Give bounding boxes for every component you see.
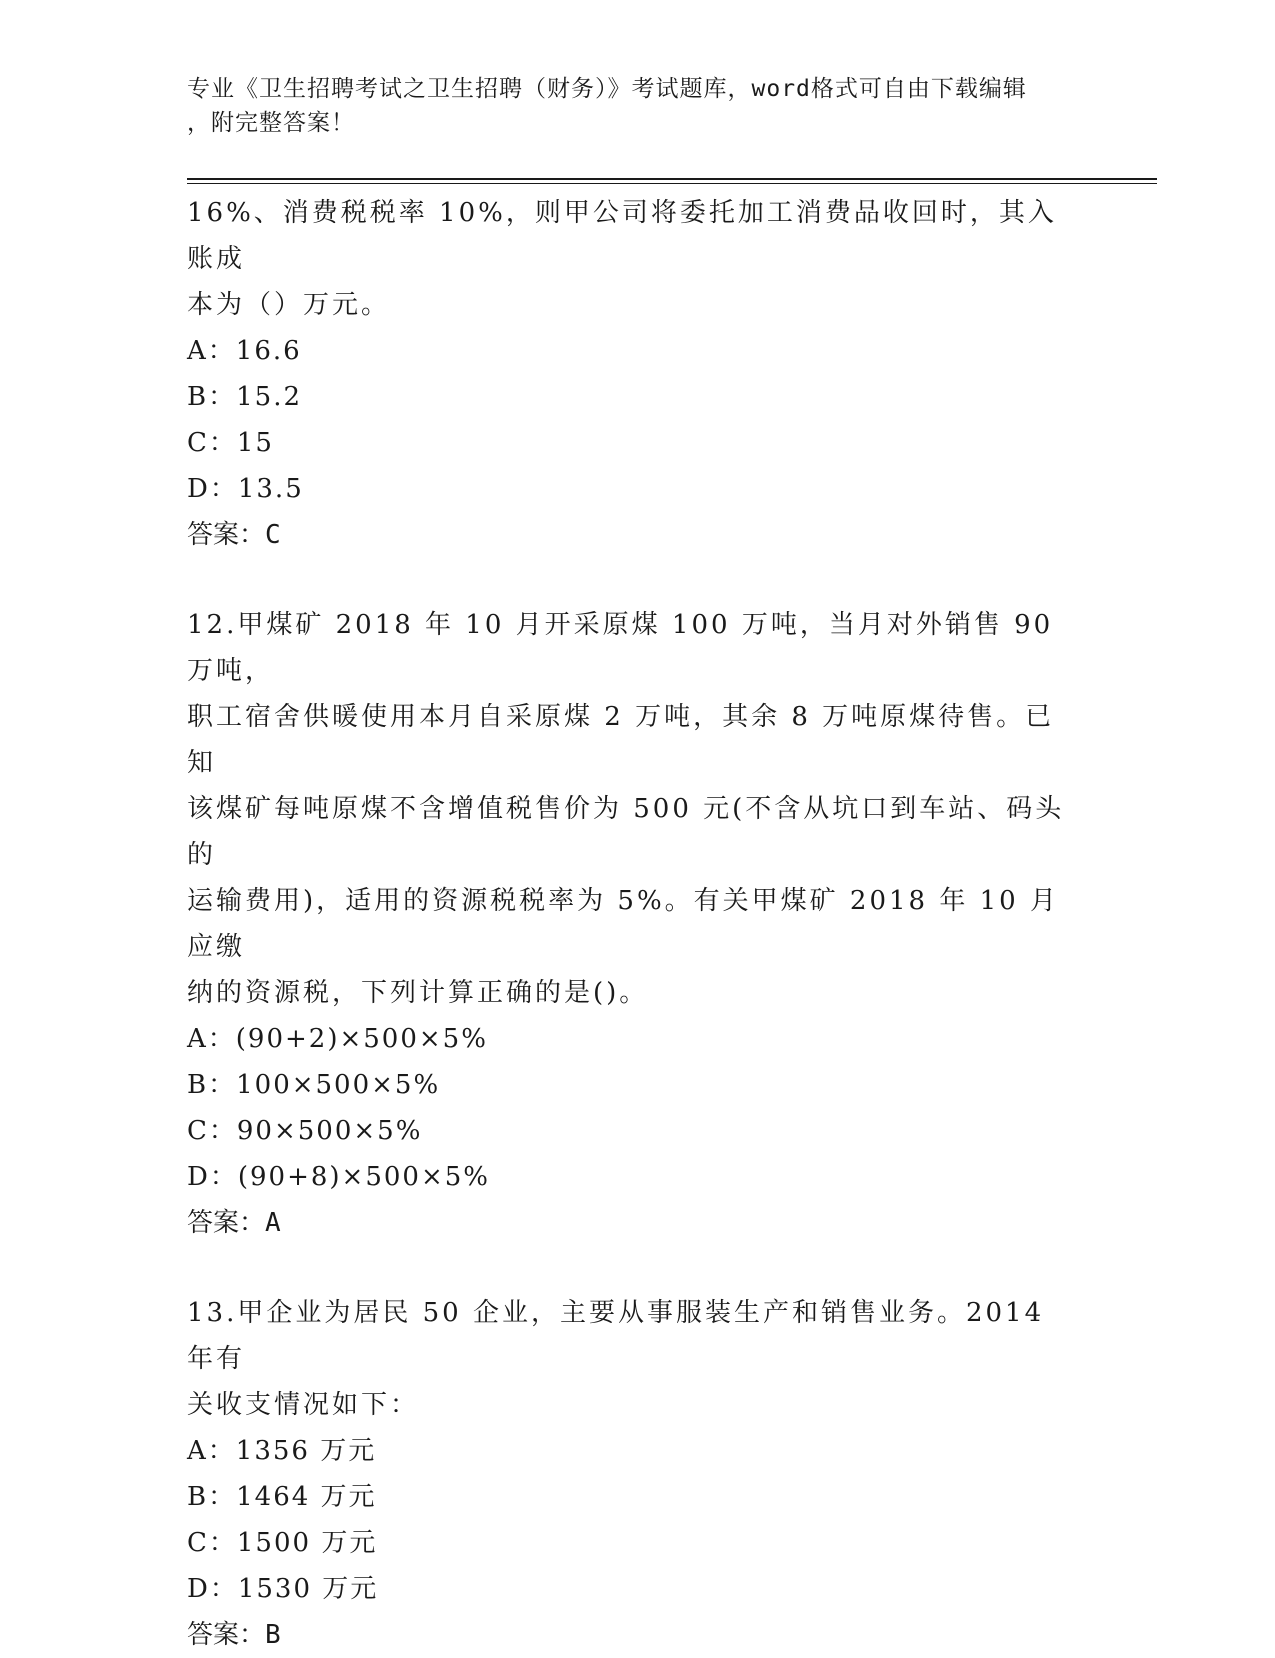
document-body: [187, 190, 1077, 1658]
question-stem-line: 13.甲企业为居民 50 企业，主要从事服装生产和销售业务。2014 年有: [187, 1298, 1045, 1374]
question-11: [187, 190, 1077, 558]
question-stem-line: 职工宿舍供暖使用本月自采原煤 2 万吨，其余 8 万吨原煤待售。已知: [187, 702, 1055, 778]
option-c: C：90×500×5%: [187, 1116, 423, 1146]
option-b: B：1464 万元: [187, 1482, 377, 1512]
option-c: C：1500 万元: [187, 1528, 378, 1558]
option-b: B：100×500×5%: [187, 1070, 441, 1100]
answer-line: 答案：C: [187, 520, 281, 550]
header-line-1: 专业《卫生招聘考试之卫生招聘（财务）》考试题库，word格式可自由下载编辑: [187, 76, 1027, 102]
option-d: D：(90+8)×500×5%: [187, 1162, 490, 1192]
header-divider-thick: [187, 178, 1157, 180]
question-stem-line: 运输费用)，适用的资源税税率为 5%。有关甲煤矿 2018 年 10 月应缴: [187, 886, 1059, 962]
question-stem-line: 本为（）万元。: [187, 290, 391, 320]
option-a: A：(90+2)×500×5%: [187, 1024, 488, 1054]
question-13: [187, 1290, 1077, 1658]
question-stem-line: 纳的资源税，下列计算正确的是()。: [187, 978, 649, 1008]
option-d: D：1530 万元: [187, 1574, 379, 1604]
question-stem-line: 该煤矿每吨原煤不含增值税售价为 500 元(不含从坑口到车站、码头的: [187, 794, 1065, 870]
option-c: C：15: [187, 428, 274, 458]
question-12: [187, 602, 1077, 1246]
question-spacer: [187, 558, 1077, 602]
document-header: [187, 72, 1067, 140]
question-stem-line: 16%、消费税税率 10%，则甲公司将委托加工消费品收回时，其入账成: [187, 198, 1057, 274]
question-stem-line: 12.甲煤矿 2018 年 10 月开采原煤 100 万吨，当月对外销售 90 万吨，: [187, 610, 1054, 686]
option-a: A：16.6: [187, 336, 302, 366]
header-line-2: ，附完整答案！: [187, 110, 355, 136]
question-spacer: [187, 1246, 1077, 1290]
answer-line: 答案：A: [187, 1208, 281, 1238]
header-divider-thin: [187, 183, 1157, 184]
option-d: D：13.5: [187, 474, 304, 504]
option-b: B：15.2: [187, 382, 302, 412]
option-a: A：1356 万元: [187, 1436, 377, 1466]
answer-line: 答案：B: [187, 1620, 281, 1650]
question-stem-line: 关收支情况如下：: [187, 1390, 420, 1420]
